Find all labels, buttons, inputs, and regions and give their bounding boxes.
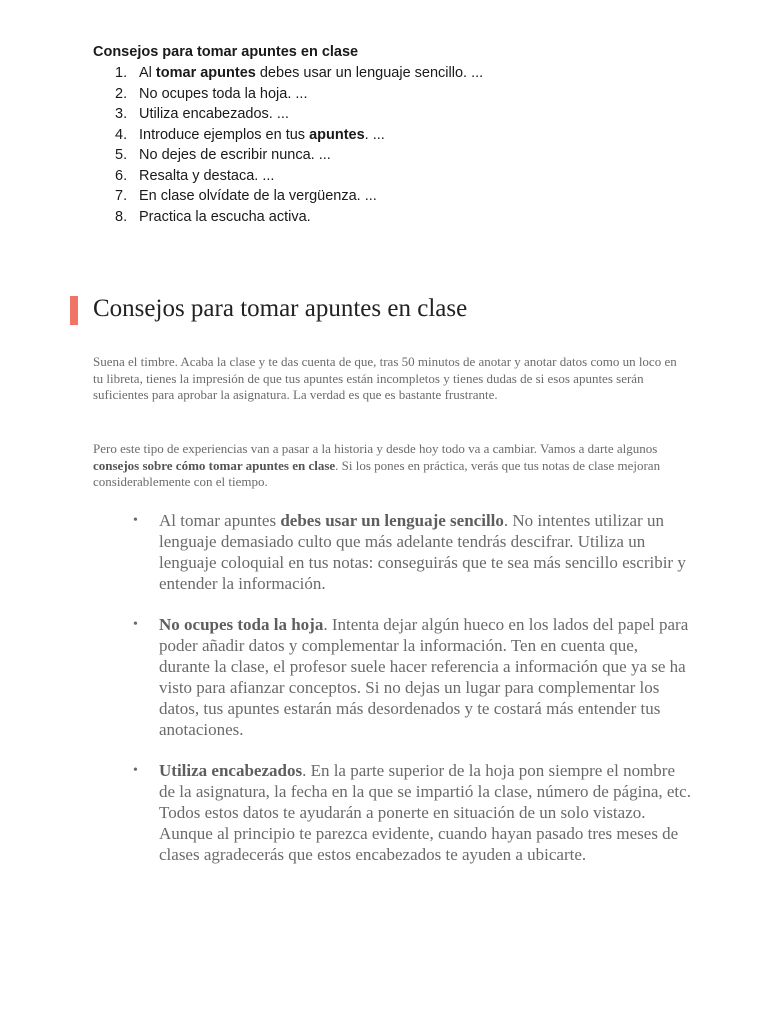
list-number: 4. bbox=[115, 126, 128, 143]
list-number: 7. bbox=[115, 188, 128, 204]
list-number: 8. bbox=[115, 208, 128, 225]
list-text: Practica la escucha activa. bbox=[139, 208, 311, 225]
list-text: No dejes de escribir nunca. ... bbox=[139, 147, 331, 163]
list-text: debes usar un lenguaje sencillo. ... bbox=[255, 65, 484, 81]
list-item bbox=[93, 84, 713, 105]
intro-paragraph-2 bbox=[93, 441, 678, 491]
intro-paragraph-1 bbox=[93, 354, 678, 404]
summary-list bbox=[93, 63, 713, 227]
bullet-dot-icon: • bbox=[133, 763, 138, 778]
list-text: Al bbox=[139, 65, 156, 81]
tips-bullet-list bbox=[93, 510, 693, 885]
list-item bbox=[93, 166, 713, 187]
bullet-text: . En la parte superior de la hoja pon siempre el nombre de la asignatura, la fecha en la que se impartió la clase, número de página, etc. Todos estos datos te ayudarán a ponerte en situación de un solo vistazo. Aunque al principio te parezca evidente, cuando hayan pasado tres meses de clases agradecerás que estos encabezados te ayuden a ubicarte. bbox=[159, 761, 691, 864]
list-item bbox=[93, 125, 713, 146]
list-number: 1. bbox=[115, 65, 128, 81]
bullet-text: Al tomar apuntes bbox=[159, 511, 281, 530]
bullet-bold-text: Utiliza encabezados bbox=[159, 761, 303, 780]
bullet-dot-icon: • bbox=[133, 617, 138, 632]
summary-title: Consejos para tomar apuntes en clase bbox=[93, 44, 359, 60]
list-text: Resalta y destaca. ... bbox=[139, 167, 275, 184]
paragraph-text bbox=[93, 441, 678, 491]
paragraph-text: Suena el timbre. Acaba la clase y te das cuenta de que, tras 50 minutos de anotar y anotar datos como un loco en tu libreta, tienes la impresión de que tus apuntes están incompletos y tienes dudas de si esos apuntes serán suficientes para aprobar la asignatura. La verdad es que es bastante frustrante. bbox=[93, 354, 677, 402]
list-item bbox=[93, 186, 713, 207]
bullet-item bbox=[93, 510, 693, 594]
paragraph-text-part: . Si los pones en práctica, verás que tus notas de clase mejoran considerablemente con el tiempo. bbox=[93, 457, 661, 489]
list-item bbox=[93, 145, 713, 166]
bullet-dot-icon: • bbox=[133, 513, 138, 528]
list-item bbox=[93, 104, 713, 125]
list-item bbox=[93, 207, 713, 228]
list-text: Utiliza encabezados. ... bbox=[139, 106, 289, 122]
list-number: 6. bbox=[115, 167, 128, 184]
bullet-bold-text: No ocupes toda la hoja bbox=[159, 615, 324, 634]
list-text: En clase olvídate de la vergüenza. ... bbox=[139, 188, 377, 204]
list-text: No ocupes toda la hoja. ... bbox=[139, 85, 308, 102]
title-accent-bar bbox=[70, 296, 78, 325]
bullet-text: . No intentes utilizar un lenguaje demasiado culto que más adelante tendrás descifrar. Utiliza un lenguaje coloquial en tus notas: conseguirás que te sea más sencillo escribir y entender la información. bbox=[159, 511, 686, 593]
list-number: 3. bbox=[115, 106, 128, 122]
list-number: 5. bbox=[115, 147, 128, 163]
list-bold-text: tomar apuntes bbox=[155, 65, 256, 81]
paragraph-bold-text: consejos sobre cómo tomar apuntes en clase bbox=[93, 457, 336, 473]
summary-section bbox=[93, 42, 713, 227]
list-text: . ... bbox=[364, 126, 385, 143]
paragraph-text-part: Pero este tipo de experiencias van a pasar a la historia y desde hoy todo va a cambiar. Vamos a darte algunos bbox=[93, 441, 658, 456]
list-number: 2. bbox=[115, 85, 128, 102]
bullet-bold-text: debes usar un lenguaje sencillo bbox=[280, 511, 504, 530]
list-text: Introduce ejemplos en tus bbox=[139, 126, 310, 143]
list-item bbox=[93, 63, 713, 84]
list-bold-text: apuntes bbox=[309, 126, 365, 143]
bullet-item bbox=[93, 760, 693, 865]
bullet-item bbox=[93, 614, 693, 740]
bullet-text: . Intenta dejar algún hueco en los lados del papel para poder añadir datos y complementar la información. Ten en cuenta que, durante la clase, el profesor suele hacer referencia a información que ya se ha visto para afianzar conceptos. Si no dejas un lugar para complementar los datos, tus apuntes estarán más desordenados y te costará más entender tus anotaciones. bbox=[159, 615, 689, 739]
article-title: Consejos para tomar apuntes en clase bbox=[93, 295, 468, 322]
